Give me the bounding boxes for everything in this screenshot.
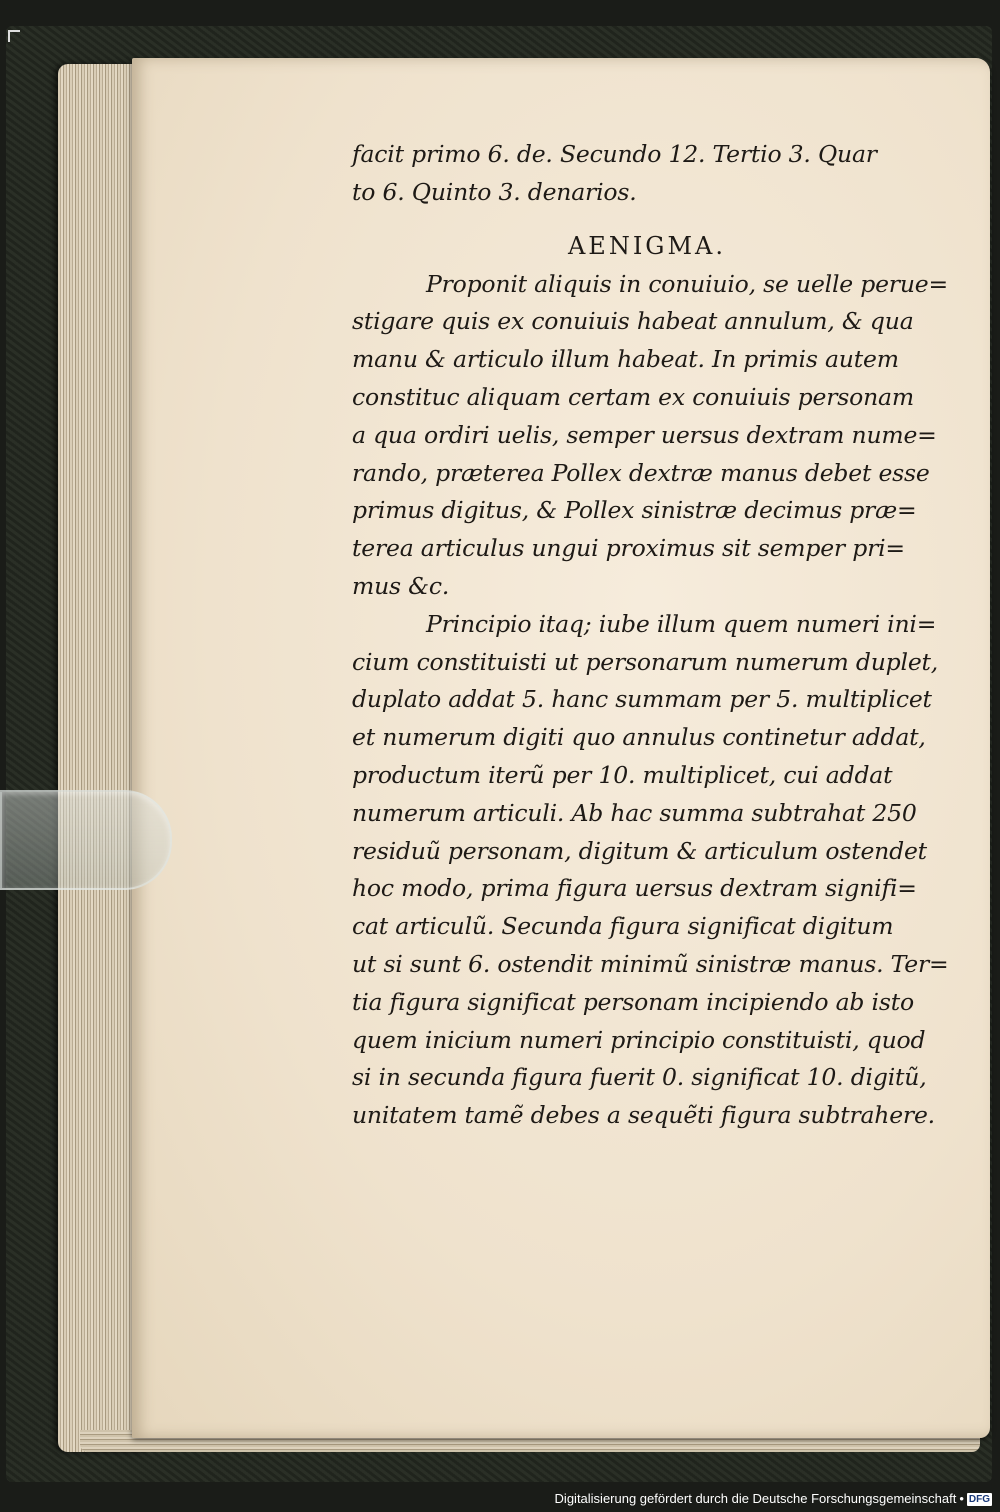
text-line: hoc modo, prima figura uersus dextram signifi= [352,874,917,903]
text-line: manu & articulo illum habeat. In primis autem [352,345,899,374]
text-line: quem inicium numeri principio constituisti, quod [352,1025,926,1054]
text-line: a qua ordiri uelis, semper uersus dextram nume= [352,420,937,449]
text-line: si in secunda figura fuerit 0. significat 10. digitũ, [352,1063,927,1092]
credit-separator: • [959,1491,964,1506]
text-line: terea articulus ungui proximus sit semper pri= [352,534,905,563]
text-line: productum iterũ per 10. multiplicet, cui addat [352,760,893,789]
text-line: primus digitus, & Pollex sinistræ decimus præ= [352,496,917,525]
text-line: et numerum digiti quo annulus continetur addat, [352,723,926,752]
text-line: numerum articuli. Ab hac summa subtrahat 250 [352,798,917,827]
text-line: facit primo 6. de. Secundo 12. Tertio 3. Quar [352,140,877,168]
text-line: to 6. Quinto 3. denarios. [352,177,637,206]
text-line: stigare quis ex conuiuis habeat annulum, & qua [352,307,914,336]
text-line: cat articulũ. Secunda figura significat digitum [352,912,894,941]
text-line: Principio itaq; iube illum quem numeri ini= [426,609,937,638]
text-line: unitatem tamẽ debes a sequẽti figura subtrahere. [352,1101,935,1130]
text-line: Proponit aliquis in conuiuio, se uelle perue= [426,269,948,298]
digitization-credit [555,1488,992,1510]
section-heading: AENIGMA. [567,231,727,260]
page-clip [0,790,172,890]
scan-corner-mark [8,30,20,42]
text-line: ut si sunt 6. ostendit minimũ sinistræ manus. Ter= [352,949,949,978]
text-line: constituc aliquam certam ex conuiuis personam [352,382,914,411]
text-line: mus &c. [352,571,450,600]
credit-text: Digitalisierung gefördert durch die Deutsche Forschungsgemeinschaft [554,1491,957,1506]
text-line: rando, prætereа Pollex dextræ manus debet esse [352,458,930,487]
page-text [352,136,949,1135]
text-line: duplato addat 5. hanc summam per 5. multiplicet [352,685,932,714]
text-line: tia figura significat personam incipiendo ab isto [352,987,914,1016]
text-line: residuũ personam, digitum & articulum ostendet [352,836,927,865]
text-line: cium constituisti ut personarum numerum duplet, [352,647,939,676]
dfg-logo-icon: DFG [968,1493,990,1505]
